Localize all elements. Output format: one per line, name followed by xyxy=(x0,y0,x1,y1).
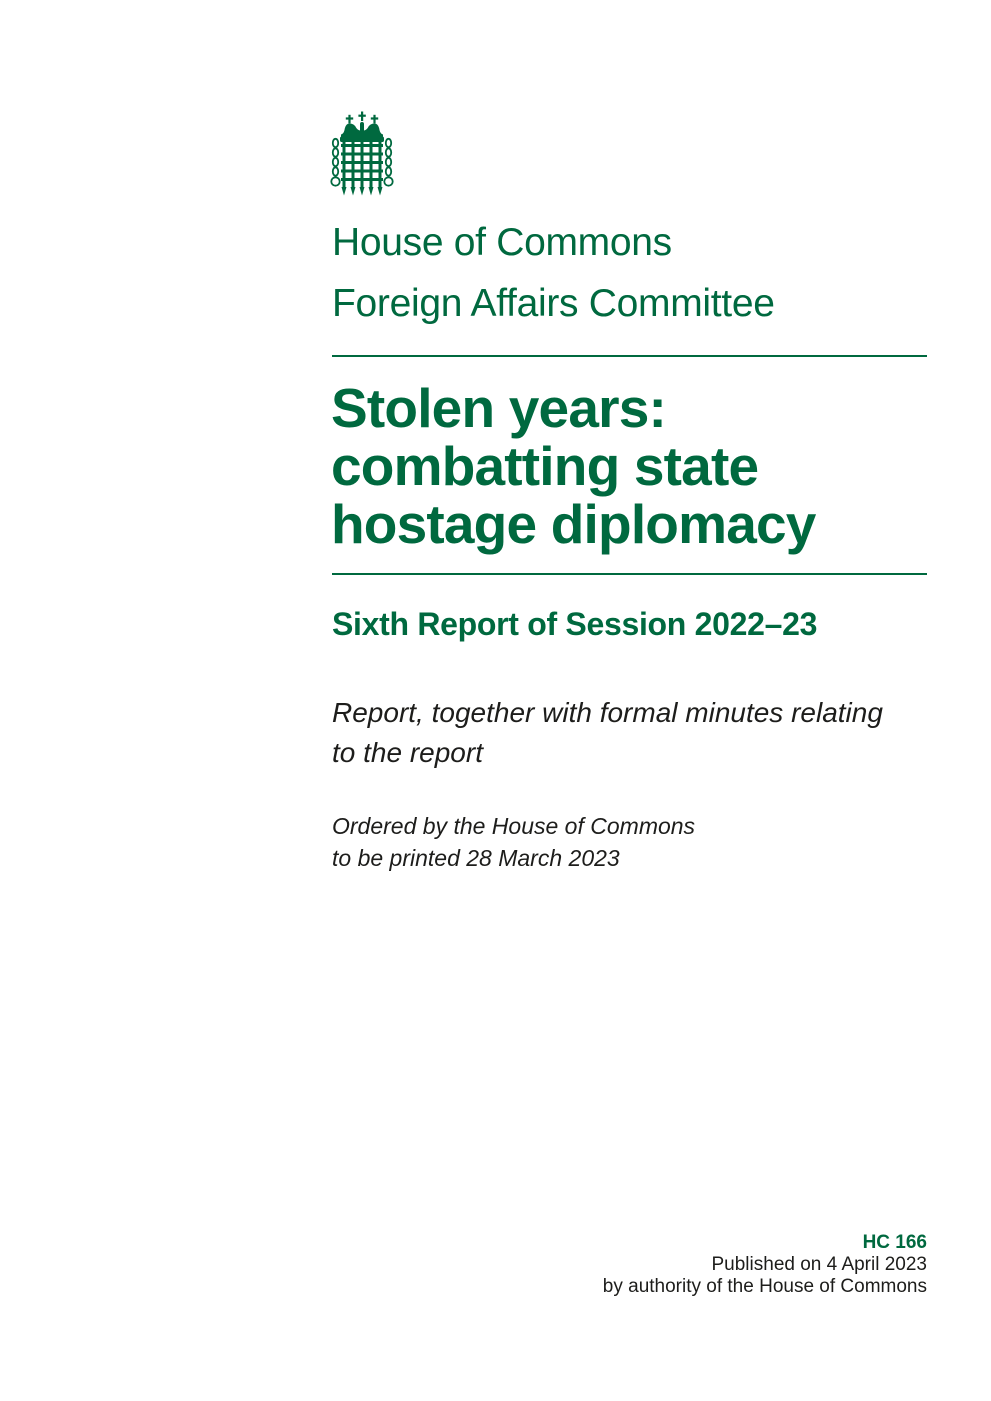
report-title-line: combatting state xyxy=(331,435,759,497)
order-note-line: to be printed 28 March 2023 xyxy=(332,845,620,871)
published-date: Published on 4 April 2023 xyxy=(711,1254,927,1275)
committee-name: Foreign Affairs Committee xyxy=(332,282,775,325)
order-note xyxy=(332,810,695,874)
portcullis-crown-icon xyxy=(329,109,395,203)
report-title-line: Stolen years: xyxy=(331,377,667,439)
hc-number: HC 166 xyxy=(862,1232,927,1253)
organisation-name: House of Commons xyxy=(332,221,672,264)
session-heading: Sixth Report of Session 2022–23 xyxy=(332,606,818,642)
order-note-line: Ordered by the House of Commons xyxy=(332,813,696,839)
authority-line: by authority of the House of Commons xyxy=(602,1276,927,1297)
publication-details xyxy=(603,1232,927,1298)
divider-bottom xyxy=(332,573,927,575)
report-description xyxy=(332,693,883,773)
report-title-line: hostage diplomacy xyxy=(331,493,816,555)
divider-top xyxy=(332,355,927,357)
report-description-line: to the report xyxy=(332,737,483,768)
report-title xyxy=(331,379,816,553)
report-description-line: Report, together with formal minutes relating xyxy=(332,697,883,728)
